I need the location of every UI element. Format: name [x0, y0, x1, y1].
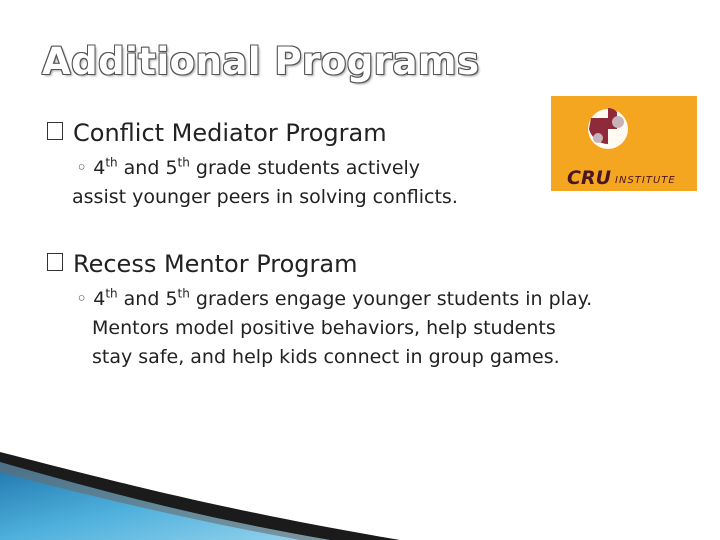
bullet-conflict-mediator	[47, 119, 387, 147]
puzzle-logo-icon	[551, 96, 697, 191]
svg-text:CRU: CRU	[567, 167, 612, 189]
checkbox-bullet-icon	[47, 122, 63, 140]
slide-title: Additional Programs	[42, 40, 480, 83]
bullet-label: Recess Mentor Program	[73, 250, 358, 278]
checkbox-bullet-icon	[47, 253, 63, 271]
bullet-label: Conflict Mediator Program	[73, 119, 387, 147]
sub-bullet-conflict-mediator: ◦ 4th and 5th grade students actively assist younger peers in solving conflicts.	[72, 155, 458, 208]
ring-bullet-icon: ◦	[76, 288, 88, 310]
ring-bullet-icon: ◦	[76, 157, 88, 179]
sub-bullet-recess-mentor: ◦ 4th and 5th graders engage younger students in play. Mentors model positive behaviors, help students stay safe, and help kids connect in group games.	[76, 286, 593, 368]
cru-institute-logo	[551, 96, 697, 191]
decorative-swoosh	[0, 440, 400, 540]
svg-text:INSTITUTE: INSTITUTE	[615, 175, 676, 186]
bullet-recess-mentor	[47, 250, 358, 278]
